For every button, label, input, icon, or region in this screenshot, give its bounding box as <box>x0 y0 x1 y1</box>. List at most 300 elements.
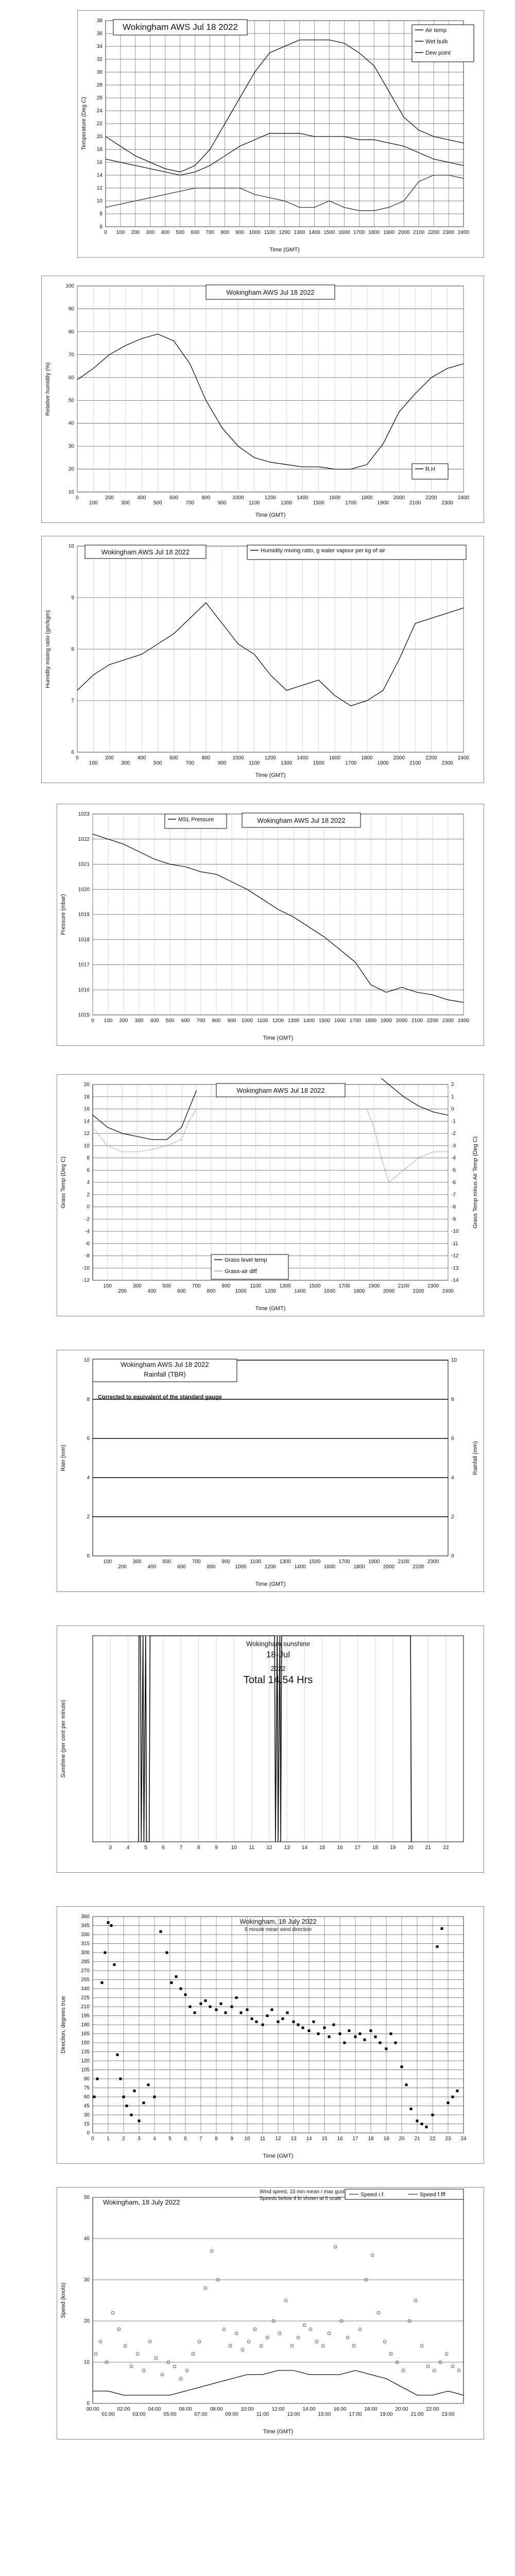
scatter-point <box>323 2026 326 2029</box>
x-tick-label: 17:00 <box>349 2412 362 2417</box>
x-tick-label: 13 <box>290 2136 297 2142</box>
x-tick-label: 18 <box>372 1845 379 1851</box>
x-tick-label: 300 <box>134 1018 144 1024</box>
y2-axis-label: Grass Temp minus Air Temp (Deg C) <box>472 1136 478 1229</box>
x-tick-label: 100 <box>89 500 98 506</box>
y-axis-label: Sunshine (per cent per minute) <box>60 1700 66 1778</box>
y-tick-label: 15 <box>83 2121 90 2127</box>
y-tick-label: 12 <box>83 1131 90 1137</box>
x-tick-label: 600 <box>169 755 178 761</box>
x-tick-label: 0 <box>91 1018 94 1024</box>
y-tick-label: 6 <box>99 224 102 230</box>
y-tick-label: 1015 <box>78 1012 90 1018</box>
y2-tick-label: -8 <box>451 1204 456 1210</box>
y-tick-label: -2 <box>85 1216 90 1223</box>
y-tick-label: 7 <box>71 698 74 704</box>
pressure-chart-panel <box>57 804 484 1046</box>
x-tick-label: 1700 <box>345 500 357 506</box>
x-tick-label: 1600 <box>323 1564 336 1570</box>
x-tick-label: 500 <box>176 230 185 235</box>
chart-title: Wokingham, 18 July 2022 <box>103 2198 180 2206</box>
y-axis-label: Speed (knots) <box>60 2282 66 2318</box>
y-tick-label: 0 <box>87 1204 90 1210</box>
x-tick-label: 1100 <box>264 230 276 235</box>
x-tick-label: 1600 <box>329 495 341 501</box>
y2-tick-label: 0 <box>451 1106 454 1112</box>
y-axis-label: Grass Temp (Deg C) <box>60 1156 66 1209</box>
y-tick-label: 105 <box>81 2067 90 2073</box>
scatter-point <box>251 2018 253 2020</box>
x-tick-label: 2000 <box>393 755 405 761</box>
wind-direction-chart-panel <box>57 1906 484 2164</box>
x-tick-label: 200 <box>119 1018 128 1024</box>
x-axis-label: Time (GMT) <box>255 772 286 778</box>
y-tick-label: 38 <box>96 18 102 24</box>
y-tick-label: 360 <box>81 1914 90 1920</box>
x-tick-label: 10:00 <box>241 2406 254 2412</box>
x-tick-label: 1500 <box>313 760 324 766</box>
y-axis-label: Relative humidity (%) <box>45 362 51 416</box>
scatter-point <box>209 2006 212 2008</box>
x-axis-label: Time (GMT) <box>269 247 300 253</box>
x-tick-label: 21:00 <box>410 2412 424 2417</box>
legend-label: MSL Pressure <box>178 817 214 823</box>
x-tick-label: 3 <box>138 2136 141 2142</box>
x-tick-label: 600 <box>169 495 178 501</box>
x-tick-label: 2 <box>122 2136 125 2142</box>
y-tick-label: 165 <box>81 2031 90 2037</box>
x-tick-label: 1400 <box>294 1289 306 1294</box>
x-tick-label: 1700 <box>345 760 357 766</box>
x-tick-label: 500 <box>153 760 162 766</box>
y-tick-label: 6 <box>87 1436 90 1442</box>
scatter-point <box>138 2120 141 2122</box>
y2-tick-label: -13 <box>451 1265 459 1272</box>
x-tick-label: 2400 <box>442 1289 454 1294</box>
x-tick-label: 3 <box>109 1845 112 1851</box>
scatter-point <box>447 2102 450 2104</box>
scatter-point <box>220 2003 222 2005</box>
x-tick-label: 19:00 <box>380 2412 393 2417</box>
chart-subtitle: 18-Jul <box>266 1650 290 1659</box>
x-axis-label: Time (GMT) <box>263 2153 294 2159</box>
scatter-point <box>401 2065 403 2068</box>
y-tick-label: 16 <box>96 160 102 165</box>
y-tick-label: 0 <box>87 2130 90 2136</box>
x-tick-label: 1 <box>107 2136 110 2142</box>
y-tick-label: 30 <box>83 2112 90 2118</box>
x-tick-label: 1900 <box>368 1283 380 1289</box>
y-tick-label: 2 <box>87 1514 90 1520</box>
x-tick-label: 2200 <box>425 755 437 761</box>
scatter-point <box>235 1996 238 1999</box>
x-axis-label: Time (GMT) <box>255 1581 286 1587</box>
x-tick-label: 2200 <box>425 495 437 501</box>
y-tick-label: 20 <box>83 2318 90 2324</box>
y-tick-label: 40 <box>68 420 74 427</box>
x-tick-label: 1500 <box>309 1283 321 1289</box>
y-axis-label: Rain (mm) <box>60 1445 66 1471</box>
x-tick-label: 7 <box>179 1845 183 1851</box>
x-tick-label: 05:00 <box>163 2412 177 2417</box>
x-tick-label: 1900 <box>377 760 389 766</box>
x-tick-label: 2100 <box>409 500 421 506</box>
y-tick-label: 8 <box>87 1397 90 1402</box>
x-tick-label: 2200 <box>427 230 440 235</box>
x-tick-label: 10 <box>231 1845 237 1851</box>
x-tick-label: 15 <box>321 2136 328 2142</box>
x-tick-label: 1700 <box>353 230 365 235</box>
scatter-point <box>143 2102 145 2104</box>
x-tick-label: 07:00 <box>194 2412 208 2417</box>
x-tick-label: 15:00 <box>318 2412 331 2417</box>
x-tick-label: 1400 <box>297 755 308 761</box>
legend-label: Grass level temp <box>225 1257 267 1263</box>
x-tick-label: 01:00 <box>101 2412 115 2417</box>
x-tick-label: 1000 <box>235 1564 247 1570</box>
scatter-point <box>308 2029 311 2032</box>
scatter-point <box>293 2021 295 2023</box>
x-tick-label: 700 <box>205 230 215 235</box>
scatter-point <box>405 2083 408 2086</box>
x-tick-label: 800 <box>212 1018 221 1024</box>
y-tick-label: -4 <box>85 1229 90 1234</box>
x-tick-label: 1000 <box>249 230 261 235</box>
y-tick-label: 1018 <box>78 937 90 943</box>
x-tick-label: 2400 <box>457 230 470 235</box>
x-tick-label: 100 <box>89 760 98 766</box>
y2-axis-label: Rainfall (mm) <box>472 1441 478 1475</box>
x-tick-label: 7 <box>199 2136 202 2142</box>
scatter-point <box>119 2078 122 2080</box>
y2-tick-label: 6 <box>451 1436 454 1442</box>
wind-speed-chart <box>57 2187 484 2439</box>
x-tick-label: 900 <box>217 760 227 766</box>
x-tick-label: 2000 <box>393 495 405 501</box>
x-tick-label: 800 <box>201 495 211 501</box>
legend-label: Speed r.f. <box>360 2192 385 2198</box>
x-tick-label: 1500 <box>309 1559 321 1565</box>
x-tick-label: 1100 <box>248 500 260 506</box>
scatter-point <box>255 2021 258 2023</box>
x-tick-label: 1400 <box>294 1564 306 1570</box>
x-tick-label: 2100 <box>411 1018 423 1024</box>
scatter-point <box>123 2096 125 2098</box>
x-tick-label: 15 <box>319 1845 325 1851</box>
y2-tick-label: -7 <box>451 1192 456 1198</box>
rainfall-chart-panel <box>57 1350 484 1592</box>
scatter-point <box>277 2021 280 2023</box>
y-axis-label: Direction, degrees true <box>60 1996 66 2054</box>
x-tick-label: 900 <box>217 500 227 506</box>
x-tick-label: 1200 <box>264 1564 277 1570</box>
x-tick-label: 400 <box>137 755 146 761</box>
legend-label: Grass-air diff <box>225 1268 257 1275</box>
wind-speed-chart-panel <box>57 2187 484 2439</box>
chart-title: Wokingham, 18 July 2022 <box>239 1918 317 1925</box>
y2-tick-label: -3 <box>451 1143 456 1149</box>
y-tick-label: 10 <box>68 489 74 495</box>
x-tick-label: 1300 <box>279 1283 291 1289</box>
sunshine-chart-panel <box>57 1625 484 1873</box>
x-tick-label: 700 <box>192 1283 201 1289</box>
y-tick-label: 90 <box>68 306 74 312</box>
x-tick-label: 04:00 <box>148 2406 161 2412</box>
y-tick-label: 20 <box>83 1082 90 1088</box>
x-tick-label: 1600 <box>329 755 341 761</box>
x-tick-label: 800 <box>207 1564 216 1570</box>
scatter-point <box>104 1952 107 1954</box>
x-tick-label: 400 <box>137 495 146 501</box>
scatter-point <box>282 2018 284 2020</box>
chart-title: Wokingham AWS Jul 18 2022 <box>121 1361 209 1368</box>
x-tick-label: 4 <box>153 2136 156 2142</box>
x-tick-label: 2200 <box>426 1018 439 1024</box>
x-tick-label: 4 <box>126 1845 130 1851</box>
y2-tick-label: 0 <box>451 1553 454 1559</box>
scatter-point <box>266 2014 269 2017</box>
x-tick-label: 2300 <box>441 500 453 506</box>
x-tick-label: 21 <box>425 1845 431 1851</box>
scatter-point <box>436 1945 439 1948</box>
y-tick-label: 240 <box>81 1986 90 1992</box>
y2-tick-label: -5 <box>451 1167 456 1174</box>
x-tick-label: 20 <box>407 1845 414 1851</box>
x-tick-label: 700 <box>185 760 195 766</box>
scatter-point <box>333 2024 335 2026</box>
x-tick-label: 900 <box>221 1283 231 1289</box>
x-tick-label: 10 <box>244 2136 250 2142</box>
x-tick-label: 1700 <box>338 1283 350 1289</box>
scatter-point <box>317 2032 320 2035</box>
scatter-point <box>348 2029 351 2032</box>
x-tick-label: 2100 <box>398 1559 409 1565</box>
x-tick-label: 1600 <box>323 1289 336 1294</box>
y2-tick-label: -11 <box>451 1241 458 1247</box>
x-tick-label: 17 <box>352 2136 358 2142</box>
x-tick-label: 700 <box>192 1559 201 1565</box>
y-tick-label: 1019 <box>78 912 90 918</box>
x-tick-label: 1600 <box>334 1018 346 1024</box>
scatter-point <box>271 2008 273 2011</box>
y-tick-label: 22 <box>96 121 102 127</box>
x-tick-label: 2300 <box>442 230 455 235</box>
x-tick-label: 400 <box>147 1289 157 1294</box>
y2-tick-label: -12 <box>451 1253 459 1259</box>
x-tick-label: 17 <box>354 1845 360 1851</box>
x-tick-label: 19 <box>390 1845 396 1851</box>
x-tick-label: 400 <box>150 1018 159 1024</box>
y-axis-label: Pressure (mbar) <box>60 894 66 935</box>
x-tick-label: 900 <box>221 1559 231 1565</box>
y2-tick-label: 2 <box>451 1514 454 1520</box>
x-tick-label: 500 <box>162 1283 171 1289</box>
x-tick-label: 300 <box>132 1283 142 1289</box>
x-tick-label: 12 <box>275 2136 281 2142</box>
scatter-point <box>370 2029 372 2032</box>
y-tick-label: -12 <box>82 1278 90 1283</box>
scatter-point <box>175 1975 178 1978</box>
x-tick-label: 1600 <box>338 230 350 235</box>
legend-label: Speed f.fff <box>420 2192 445 2198</box>
scatter-point <box>339 2032 341 2035</box>
x-tick-label: 200 <box>118 1289 127 1294</box>
x-tick-label: 00:00 <box>86 2406 99 2412</box>
y-tick-label: 14 <box>83 1118 90 1125</box>
y2-tick-label: 1 <box>451 1094 454 1100</box>
x-tick-label: 2100 <box>409 760 421 766</box>
x-tick-label: 1000 <box>241 1018 253 1024</box>
y-tick-label: 12 <box>96 185 102 191</box>
x-tick-label: 2000 <box>383 1564 395 1570</box>
x-tick-label: 23 <box>445 2136 451 2142</box>
y-tick-label: 255 <box>81 1977 90 1983</box>
x-tick-label: 1500 <box>318 1018 331 1024</box>
x-tick-label: 100 <box>104 1018 113 1024</box>
y-tick-label: -8 <box>85 1253 90 1259</box>
y-tick-label: 195 <box>81 2013 90 2019</box>
y-tick-label: 34 <box>96 44 102 49</box>
x-tick-label: 500 <box>165 1018 175 1024</box>
y-tick-label: 30 <box>83 2277 90 2283</box>
scatter-point <box>200 2003 202 2005</box>
x-tick-label: 0 <box>91 2136 94 2142</box>
legend-label: R.H <box>425 466 435 472</box>
x-tick-label: 2400 <box>457 495 470 501</box>
x-tick-label: 11:00 <box>256 2412 269 2417</box>
y-tick-label: 8 <box>99 211 102 217</box>
x-tick-label: 1900 <box>380 1018 392 1024</box>
x-tick-label: 20:00 <box>395 2406 408 2412</box>
y-tick-label: 30 <box>96 70 102 75</box>
pressure-chart <box>57 804 484 1046</box>
scatter-point <box>194 2011 196 2014</box>
x-tick-label: 1400 <box>308 230 320 235</box>
wind-direction-chart <box>57 1906 484 2164</box>
x-tick-label: 2000 <box>398 230 410 235</box>
scatter-point <box>297 2024 300 2026</box>
scatter-point <box>302 2026 304 2029</box>
scatter-point <box>166 1952 168 1954</box>
x-tick-label: 21 <box>414 2136 420 2142</box>
grass-temp-chart <box>57 1074 484 1316</box>
x-tick-label: 2100 <box>413 230 425 235</box>
legend-label: Humidity mixing ratio, g water vapour per kg of air <box>261 548 386 554</box>
y2-tick-label: -10 <box>451 1229 459 1234</box>
y-tick-label: 100 <box>65 283 74 289</box>
y-tick-label: 9 <box>71 595 74 601</box>
x-tick-label: 200 <box>118 1564 127 1570</box>
x-tick-label: 1400 <box>303 1018 315 1024</box>
scatter-point <box>170 1981 173 1984</box>
x-tick-label: 9 <box>215 1845 218 1851</box>
y2-tick-label: -4 <box>451 1155 456 1161</box>
x-tick-label: 5 <box>168 2136 171 2142</box>
x-tick-label: 1300 <box>287 1018 300 1024</box>
chart-title: Wokingham AWS Jul 18 2022 <box>226 289 315 296</box>
y-tick-label: 0 <box>87 1553 90 1559</box>
y-tick-label: 10 <box>83 1358 90 1363</box>
chart-subtitle: Wind speed, 15 min mean / max gust <box>260 2189 345 2195</box>
scatter-point <box>394 2042 397 2044</box>
scatter-point <box>344 2042 346 2044</box>
chart-subtitle: Rainfall (TBR) <box>144 1370 186 1378</box>
scatter-point <box>225 2011 227 2014</box>
x-tick-label: 12:00 <box>271 2406 285 2412</box>
x-tick-label: 1800 <box>368 230 380 235</box>
x-tick-label: 1200 <box>264 755 277 761</box>
x-tick-label: 200 <box>105 495 114 501</box>
y2-tick-label: 4 <box>451 1475 454 1481</box>
y-tick-label: 225 <box>81 1995 90 2001</box>
humidity-chart <box>41 276 484 523</box>
x-tick-label: 2400 <box>457 755 470 761</box>
y-tick-label: 40 <box>83 2236 90 2242</box>
scatter-point <box>364 2039 366 2041</box>
temperature-chart-panel <box>77 10 484 258</box>
x-tick-label: 1800 <box>365 1018 377 1024</box>
chart-subtitle: 5 minute mean wind direction <box>244 1927 312 1933</box>
x-tick-label: 0 <box>76 755 79 761</box>
y-axis-label: Temperature (Deg C) <box>81 97 87 150</box>
chart-title: Wokingham sunshine <box>246 1640 311 1648</box>
y2-tick-label: 10 <box>451 1358 457 1363</box>
x-tick-label: 100 <box>116 230 125 235</box>
chart-year: 2022 <box>270 1665 286 1672</box>
y2-tick-label: -1 <box>451 1118 456 1125</box>
scatter-point <box>180 1988 182 1990</box>
y-tick-label: 1017 <box>78 962 90 968</box>
y2-tick-label: -14 <box>451 1278 459 1283</box>
scatter-point <box>416 2120 419 2122</box>
y2-tick-label: 2 <box>451 1082 454 1088</box>
x-tick-label: 200 <box>131 230 140 235</box>
y-tick-label: 60 <box>83 2094 90 2100</box>
y-tick-label: 2 <box>87 1192 90 1198</box>
scatter-point <box>410 2108 413 2110</box>
x-tick-label: 600 <box>191 230 200 235</box>
x-tick-label: 24 <box>460 2136 467 2142</box>
y-tick-label: 0 <box>87 2401 90 2406</box>
scatter-point <box>379 2042 382 2044</box>
x-tick-label: 06:00 <box>179 2406 192 2412</box>
x-axis-label: Time (GMT) <box>263 2429 294 2435</box>
x-tick-label: 300 <box>132 1559 142 1565</box>
chart-title: Wokingham AWS Jul 18 2022 <box>101 548 190 556</box>
y2-tick-label: -6 <box>451 1180 456 1185</box>
y-axis-label: Humidity mixing ratio (gm/kgm) <box>45 610 51 688</box>
y-tick-label: 120 <box>81 2058 90 2064</box>
y-tick-label: 285 <box>81 1959 90 1965</box>
x-tick-label: 14:00 <box>302 2406 316 2412</box>
x-tick-label: 16 <box>337 1845 343 1851</box>
scatter-point <box>130 2114 133 2116</box>
scatter-point <box>93 2096 96 2098</box>
y-tick-label: 60 <box>68 375 74 381</box>
y-tick-label: 150 <box>81 2040 90 2046</box>
x-tick-label: 1200 <box>264 1289 277 1294</box>
y-tick-label: 50 <box>83 2195 90 2200</box>
x-tick-label: 18 <box>368 2136 374 2142</box>
scatter-point <box>441 1927 443 1930</box>
x-tick-label: 1500 <box>323 230 335 235</box>
y-tick-label: 4 <box>87 1180 90 1185</box>
scatter-point <box>133 2090 136 2092</box>
x-tick-label: 200 <box>105 755 114 761</box>
y-tick-label: 345 <box>81 1923 90 1929</box>
x-tick-label: 1900 <box>383 230 395 235</box>
chart-title: Wokingham AWS Jul 18 2022 <box>236 1087 325 1094</box>
